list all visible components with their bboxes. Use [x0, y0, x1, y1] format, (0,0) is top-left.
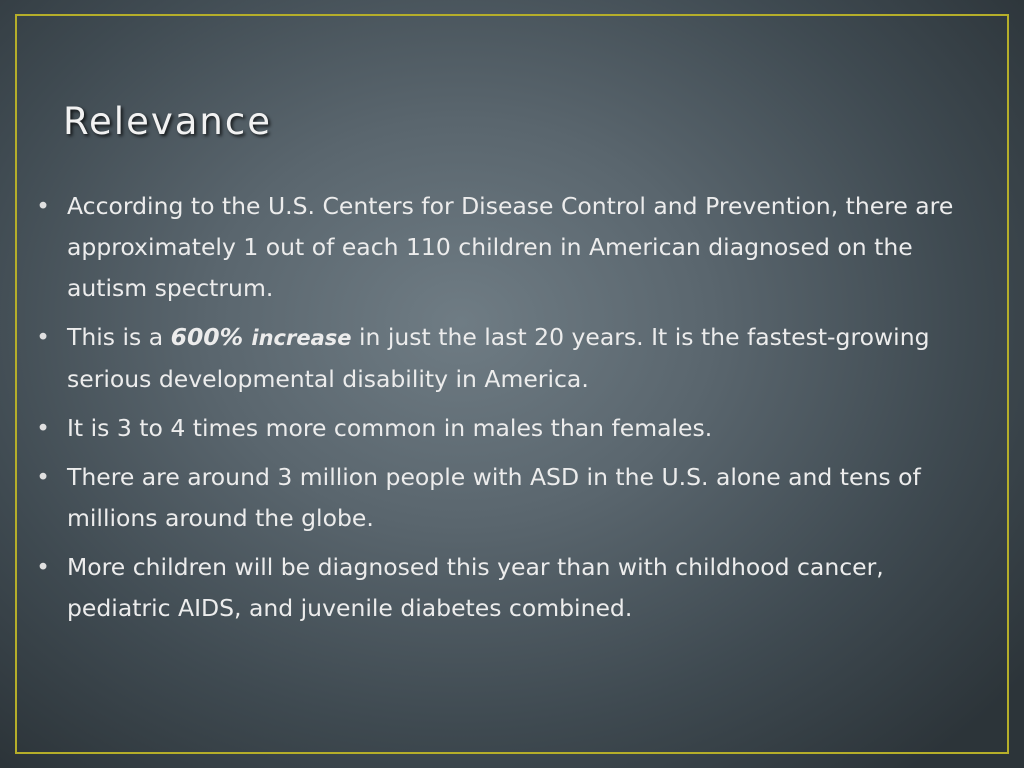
bullet-text: It is 3 to 4 times more common in males than females. [67, 414, 713, 442]
bullet-item-population [34, 457, 966, 539]
bullet-text: There are around 3 million people with ASD in the U.S. alone and tens of millions around the globe. [67, 463, 921, 532]
bullet-item-increase [34, 317, 966, 400]
bullet-emphasis-word: increase [251, 326, 352, 350]
bullet-dot-icon: • [36, 192, 50, 220]
bullet-text-pre: This is a [67, 323, 171, 351]
bullet-text: According to the U.S. Centers for Disease Control and Prevention, there are approximately 1 out of each 110 children in American diagnosed on the autism spectrum. [67, 192, 954, 302]
bullet-list [34, 186, 966, 637]
bullet-emphasis-number: 600% [170, 323, 244, 351]
bullet-item-gender-ratio [34, 408, 966, 449]
bullet-item-cdc-statistic [34, 186, 966, 309]
slide-title: Relevance [63, 100, 272, 143]
bullet-item-comparison [34, 547, 966, 629]
bullet-dot-icon: • [36, 414, 50, 442]
bullet-dot-icon: • [36, 553, 50, 581]
bullet-text-post: in just the last 20 years. It is the fastest-growing serious developmental disability in America. [67, 323, 930, 393]
bullet-text: More children will be diagnosed this year than with childhood cancer, pediatric AIDS, and juvenile diabetes combined. [67, 553, 884, 622]
bullet-dot-icon: • [36, 323, 50, 351]
bullet-dot-icon: • [36, 463, 50, 491]
